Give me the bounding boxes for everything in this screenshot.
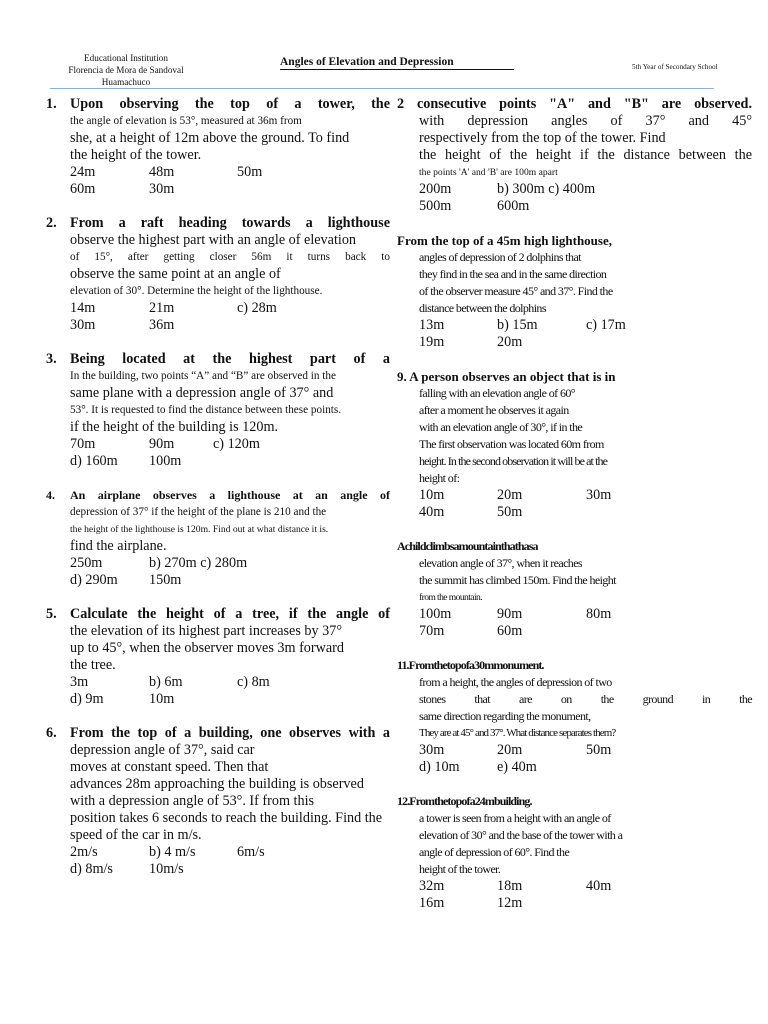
problem-line: 4. An airplane observes a lighthouse at an angle of: [46, 488, 390, 502]
option: 40m: [419, 504, 445, 520]
problem-line: the elevation of its highest part increases by 37°: [70, 623, 343, 639]
problem-line: 6. From the top of a building, one observes with a: [46, 725, 390, 741]
option: 18m: [497, 878, 523, 894]
problem-8: [397, 232, 752, 351]
option: 48m: [149, 164, 175, 180]
problem-line: from the mountain.: [419, 592, 483, 603]
answer-options: [397, 878, 752, 895]
problem-line: elevation of 30° and the base of the tower with a: [419, 828, 623, 842]
problem-line: find the airplane.: [70, 538, 167, 554]
problem-line: advances 28m approaching the building is observed: [70, 776, 364, 792]
worksheet-title: Angles of Elevation and Depression: [280, 56, 514, 70]
option: 60m: [70, 181, 96, 197]
right-column: [397, 96, 752, 912]
problem-line: a tower is seen from a height with an angle of: [419, 811, 611, 825]
answer-options: [46, 844, 390, 861]
option: 10m: [419, 487, 445, 503]
problem-line: 2 consecutive points "A" and "B" are observed.: [397, 96, 752, 112]
answer-options: [46, 164, 390, 181]
option: 30m: [70, 317, 96, 333]
problem-number: 2.: [46, 215, 57, 231]
option: 21m: [149, 300, 175, 316]
option: e) 40m: [497, 759, 537, 775]
problem-line: 3. Being located at the highest part of a: [46, 351, 390, 367]
option: 20m: [497, 334, 523, 350]
option: 30m: [149, 181, 175, 197]
problem-line: 53°. It is requested to find the distance between these points.: [70, 404, 342, 416]
option: d) 290m: [70, 572, 118, 588]
problem-3: [46, 351, 390, 470]
option: b) 15m: [497, 317, 538, 333]
problem-line: with an elevation angle of 30°, if in the: [419, 420, 583, 434]
option: 3m: [70, 674, 89, 690]
answer-options: [46, 436, 390, 453]
problem-line: height of the tower.: [419, 862, 501, 876]
answer-options: [397, 759, 752, 776]
problem-line: falling with an elevation angle of 60°: [419, 386, 575, 400]
option: 50m: [586, 742, 612, 758]
problem-9: [397, 368, 752, 521]
problem-line: speed of the car in m/s.: [70, 827, 202, 843]
problem-line: after a moment he observes it again: [419, 403, 569, 417]
problem-line: angle of depression of 60°. Find the: [419, 845, 570, 859]
problem-2: [46, 215, 390, 334]
answer-options: [46, 555, 390, 572]
problem-line: In the building, two points “A” and “B” are observed in the: [70, 370, 336, 382]
option: 50m: [237, 164, 263, 180]
problem-10: [397, 538, 752, 640]
problem-line: the tree.: [70, 657, 116, 673]
problem-line: same plane with a depression angle of 37° and: [70, 385, 334, 401]
option: 2m/s: [70, 844, 98, 860]
problem-5: [46, 606, 390, 708]
problem-line: 1. Upon observing the top of a tower, the: [46, 96, 390, 112]
problem-line: position takes 6 seconds to reach the building. Find the: [70, 810, 383, 826]
answer-options: [397, 334, 752, 351]
answer-options: [397, 198, 752, 215]
problem-line: angles of depression of 2 dolphins that: [419, 250, 581, 264]
answer-options: [397, 317, 752, 334]
answer-options: [46, 317, 390, 334]
problem-line: the angle of elevation is 53°, measured at 36m from: [70, 115, 302, 127]
option: 70m: [419, 623, 445, 639]
option: 36m: [149, 317, 175, 333]
option: 200m: [419, 181, 452, 197]
problem-line: From the top of a 45m high lighthouse,: [397, 233, 612, 248]
answer-options: [46, 453, 390, 470]
option: b) 300m c) 400m: [497, 181, 596, 197]
problem-6: [46, 725, 390, 878]
problem-number: 1.: [46, 96, 57, 112]
problem-line: The first observation was located 60m from: [419, 437, 604, 451]
problem-1: [46, 96, 390, 198]
header-divider: [50, 88, 714, 89]
option: 6m/s: [237, 844, 265, 860]
problem-line: from a height, the angles of depression of two: [419, 675, 612, 689]
option: 10m: [149, 691, 175, 707]
option: 50m: [497, 504, 523, 520]
problem-line: 9. A person observes an object that is in: [397, 369, 616, 384]
problem-line: the height of the lighthouse is 120m. Find out at what distance it is.: [70, 524, 329, 535]
problem-line: elevation angle of 37°, when it reaches: [419, 556, 582, 570]
problem-line: depression angle of 37°, said car: [70, 742, 255, 758]
problem-line: 12.Fromthetopofa24mbuilding.: [397, 794, 532, 808]
problem-number: 3.: [46, 351, 57, 367]
option: 10m/s: [149, 861, 184, 877]
option: 40m: [586, 878, 612, 894]
option: d) 8m/s: [70, 861, 113, 877]
answer-options: [46, 691, 390, 708]
option: b) 4 m/s: [149, 844, 196, 860]
option: 16m: [419, 895, 445, 911]
option: c) 28m: [237, 300, 277, 316]
problem-line: They are at 45° and 37°. What distance separates them?: [419, 727, 616, 739]
problem-number: 6.: [46, 725, 57, 741]
problem-line: stones that are on the ground in the: [419, 692, 752, 706]
problem-line: if the height of the building is 120m.: [70, 419, 279, 435]
option: 13m: [419, 317, 445, 333]
option: 80m: [586, 606, 612, 622]
problem-line: depression of 37° if the height of the plane is 210 and the: [70, 506, 327, 518]
institution-line: Educational Institution: [84, 53, 168, 63]
option: d) 160m: [70, 453, 118, 469]
problem-number: 5.: [46, 606, 57, 622]
problem-4: [46, 487, 390, 589]
problem-line: of 15°, after getting closer 56m it turns back to: [70, 251, 390, 263]
problem-line: elevation of 30°. Determine the height of the lighthouse.: [70, 285, 323, 297]
problem-line: observe the highest part with an angle of elevation: [70, 232, 357, 248]
option: d) 9m: [70, 691, 104, 707]
problem-line: with depression angles of 37° and 45°: [419, 113, 752, 129]
option: c) 120m: [213, 436, 260, 452]
left-column: [46, 96, 390, 878]
problem-line: 5. Calculate the height of a tree, if the angle of: [46, 606, 390, 622]
option: b) 6m: [149, 674, 183, 690]
answer-options: [397, 742, 752, 759]
option: 14m: [70, 300, 96, 316]
answer-options: [46, 300, 390, 317]
problem-line: 2. From a raft heading towards a lighthouse: [46, 215, 390, 231]
problem-line: height. In the second observation it will be at the: [419, 454, 608, 468]
institution-line: Huamachuco: [101, 77, 151, 87]
problem-line: Achildclimbsamountainthathasa: [397, 539, 538, 553]
problem-line: with a depression angle of 53°. If from this: [70, 793, 315, 809]
answer-options: [46, 861, 390, 878]
option: 500m: [419, 198, 452, 214]
option: 100m: [419, 606, 452, 622]
answer-options: [46, 674, 390, 691]
option: 600m: [497, 198, 530, 214]
option: 70m: [70, 436, 96, 452]
option: 30m: [586, 487, 612, 503]
answer-options: [397, 181, 752, 198]
problem-7: [397, 96, 752, 215]
problem-line: they find in the sea and in the same direction: [419, 267, 607, 281]
problem-line: respectively from the top of the tower. Find: [419, 130, 666, 146]
option: 60m: [497, 623, 523, 639]
answer-options: [397, 623, 752, 640]
problem-line: the height of the height if the distance between the: [419, 147, 752, 163]
problem-11: [397, 657, 752, 776]
problem-line: she, at a height of 12m above the ground. To find: [70, 130, 350, 146]
problem-number: 9.: [397, 369, 407, 384]
option: 30m: [419, 742, 445, 758]
option: 19m: [419, 334, 445, 350]
option: b) 270m c) 280m: [149, 555, 248, 571]
answer-options: [46, 181, 390, 198]
institution-block: [58, 52, 194, 88]
problem-line: the summit has climbed 150m. Find the height: [419, 573, 616, 587]
problem-line: the height of the tower.: [70, 147, 202, 163]
problem-number: 4.: [46, 488, 55, 502]
option: 32m: [419, 878, 445, 894]
answer-options: [397, 895, 752, 912]
option: 150m: [149, 572, 182, 588]
option: 250m: [70, 555, 103, 571]
problem-line: moves at constant speed. Then that: [70, 759, 269, 775]
option: 24m: [70, 164, 96, 180]
option: c) 8m: [237, 674, 270, 690]
problem-line: up to 45°, when the observer moves 3m forward: [70, 640, 344, 656]
institution-line: Florencia de Mora de Sandoval: [68, 65, 184, 75]
problem-line: distance between the dolphins: [419, 301, 546, 315]
grade-label: 5th Year of Secondary School: [632, 63, 718, 71]
option: 90m: [497, 606, 523, 622]
option: c) 17m: [586, 317, 626, 333]
option: 12m: [497, 895, 523, 911]
problem-line: same direction regarding the monument,: [419, 709, 591, 723]
answer-options: [397, 606, 752, 623]
problem-line: 11.Fromthetopofa30mmonument.: [397, 658, 544, 672]
problem-12: [397, 793, 752, 912]
option: d) 10m: [419, 759, 460, 775]
answer-options: [46, 572, 390, 589]
option: 20m: [497, 742, 523, 758]
answer-options: [397, 487, 752, 504]
answer-options: [397, 504, 752, 521]
problem-line: the points 'A' and 'B' are 100m apart: [419, 167, 558, 178]
problem-line: height of:: [419, 471, 460, 485]
option: 90m: [149, 436, 175, 452]
option: 100m: [149, 453, 182, 469]
option: 20m: [497, 487, 523, 503]
problem-line: observe the same point at an angle of: [70, 266, 281, 282]
problem-line: of the observer measure 45° and 37°. Find the: [419, 284, 613, 298]
